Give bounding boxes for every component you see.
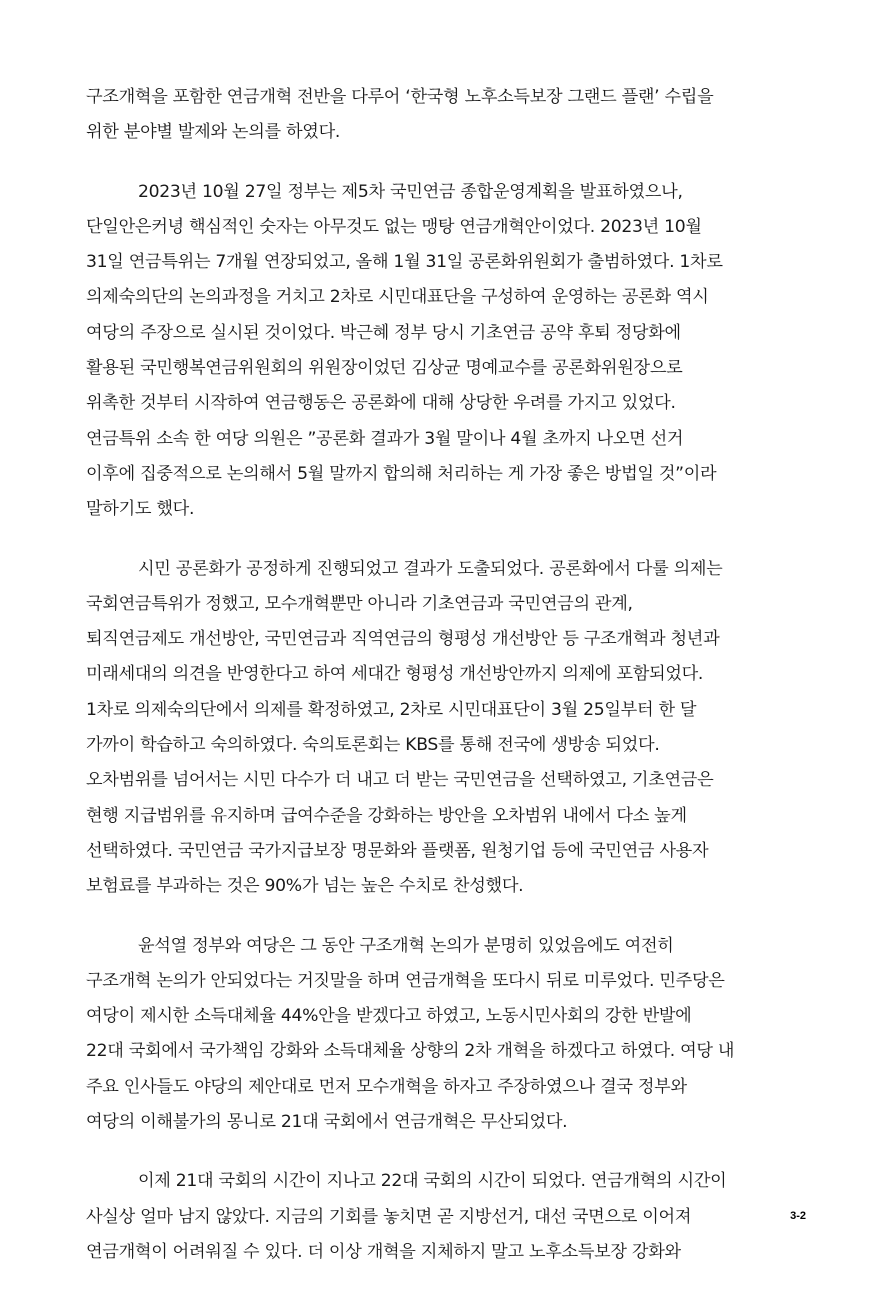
text-line: 퇴직연금제도 개선방안, 국민연금과 직역연금의 형평성 개선방안 등 구조개혁과 청년과 bbox=[86, 629, 720, 650]
text-line: 연금특위 소속 한 여당 의원은 ”공론화 결과가 3월 말이나 4월 초까지 나오면 선거 bbox=[86, 428, 684, 449]
text-line: 1차로 의제숙의단에서 의제를 확정하였고, 2차로 시민대표단이 3월 25일부터 한 달 bbox=[86, 699, 697, 720]
text-line: 사실상 얼마 남지 않았다. 지금의 기회를 놓치면 곧 지방선거, 대선 국면으로 이어져 bbox=[86, 1206, 692, 1227]
text-line: 활용된 국민행복연금위원회의 위원장이었던 김상균 명예교수를 공론화위원장으로 bbox=[86, 358, 683, 379]
text-line: 구조개혁 논의가 안되었다는 거짓말을 하며 연금개혁을 또다시 뒤로 미루었다. 민주당은 bbox=[86, 970, 725, 991]
text-line: 22대 국회에서 국가책임 강화와 소득대체율 상향의 2차 개혁을 하겠다고 하였다. 여당 내 bbox=[86, 1041, 735, 1062]
paragraph-2 bbox=[86, 175, 816, 528]
text-line: 여당의 이해불가의 몽니로 21대 국회에서 연금개혁은 무산되었다. bbox=[86, 1112, 568, 1133]
body-text bbox=[86, 80, 816, 1294]
text-line: 시민 공론화가 공정하게 진행되었고 결과가 도출되었다. 공론화에서 다룰 의제는 bbox=[138, 558, 723, 579]
text-line: 위촉한 것부터 시작하여 연금행동은 공론화에 대해 상당한 우려를 가지고 있었다. bbox=[86, 393, 676, 414]
text-line: 2023년 10월 27일 정부는 제5차 국민연금 종합운영계획을 발표하였으나, bbox=[138, 181, 683, 202]
text-line: 주요 인사들도 야당의 제안대로 먼저 모수개혁을 하자고 주장하였으나 결국 정부와 bbox=[86, 1076, 687, 1097]
text-line: 이후에 집중적으로 논의해서 5월 말까지 합의해 처리하는 게 가장 좋은 방법일 것”이라 bbox=[86, 463, 717, 484]
text-line: 여당이 제시한 소득대체율 44%안을 받겠다고 하였고, 노동시민사회의 강한 반발에 bbox=[86, 1006, 692, 1027]
text-line: 국회연금특위가 정했고, 모수개혁뿐만 아니라 기초연금과 국민연금의 관계, bbox=[86, 593, 633, 614]
text-line: 현행 지급범위를 유지하며 급여수준을 강화하는 방안을 오차범위 내에서 다소 높게 bbox=[86, 805, 687, 826]
text-line: 여당의 주장으로 실시된 것이었다. 박근혜 정부 당시 기초연금 공약 후퇴 정당화에 bbox=[86, 322, 681, 343]
text-line: 선택하였다. 국민연금 국가지급보장 명문화와 플랫폼, 원청기업 등에 국민연금 사용자 bbox=[86, 840, 709, 861]
paragraph-3 bbox=[86, 552, 816, 905]
text-line: 미래세대의 의견을 반영한다고 하여 세대간 형평성 개선방안까지 의제에 포함되었다. bbox=[86, 664, 704, 685]
text-line: 연금개혁이 어려워질 수 있다. 더 이상 개혁을 지체하지 말고 노후소득보장 강화와 bbox=[86, 1241, 681, 1262]
text-line: 말하기도 했다. bbox=[86, 499, 195, 520]
text-line: 단일안은커녕 핵심적인 숫자는 아무것도 없는 맹탕 연금개혁안이었다. 2023년 10월 bbox=[86, 216, 702, 237]
text-line: 31일 연금특위는 7개월 연장되었고, 올해 1월 31일 공론화위원회가 출범하였다. 1차로 bbox=[86, 252, 723, 273]
text-line: 가까이 학습하고 숙의하였다. 숙의토론회는 KBS를 통해 전국에 생방송 되었다. bbox=[86, 735, 660, 756]
paragraph-1 bbox=[86, 80, 816, 151]
text-line: 이제 21대 국회의 시간이 지나고 22대 국회의 시간이 되었다. 연금개혁의 시간이 bbox=[138, 1171, 727, 1192]
text-line: 윤석열 정부와 여당은 그 동안 구조개혁 논의가 분명히 있었음에도 여전히 bbox=[138, 935, 674, 956]
page-number: 3-2 bbox=[790, 1210, 806, 1222]
paragraph-5 bbox=[86, 1164, 816, 1270]
text-line: 오차범위를 넘어서는 시민 다수가 더 내고 더 받는 국민연금을 선택하였고, 기초연금은 bbox=[86, 770, 714, 791]
text-line: 보험료를 부과하는 것은 90%가 넘는 높은 수치로 찬성했다. bbox=[86, 876, 524, 897]
text-line: 구조개혁을 포함한 연금개혁 전반을 다루어 ‘한국형 노후소득보장 그랜드 플랜’ 수립을 bbox=[86, 87, 714, 107]
paragraph-4 bbox=[86, 929, 816, 1141]
text-line: 위한 분야별 발제와 논의를 하였다. bbox=[86, 122, 341, 143]
text-line: 의제숙의단의 논의과정을 거치고 2차로 시민대표단을 구성하여 운영하는 공론화 역시 bbox=[86, 287, 709, 308]
